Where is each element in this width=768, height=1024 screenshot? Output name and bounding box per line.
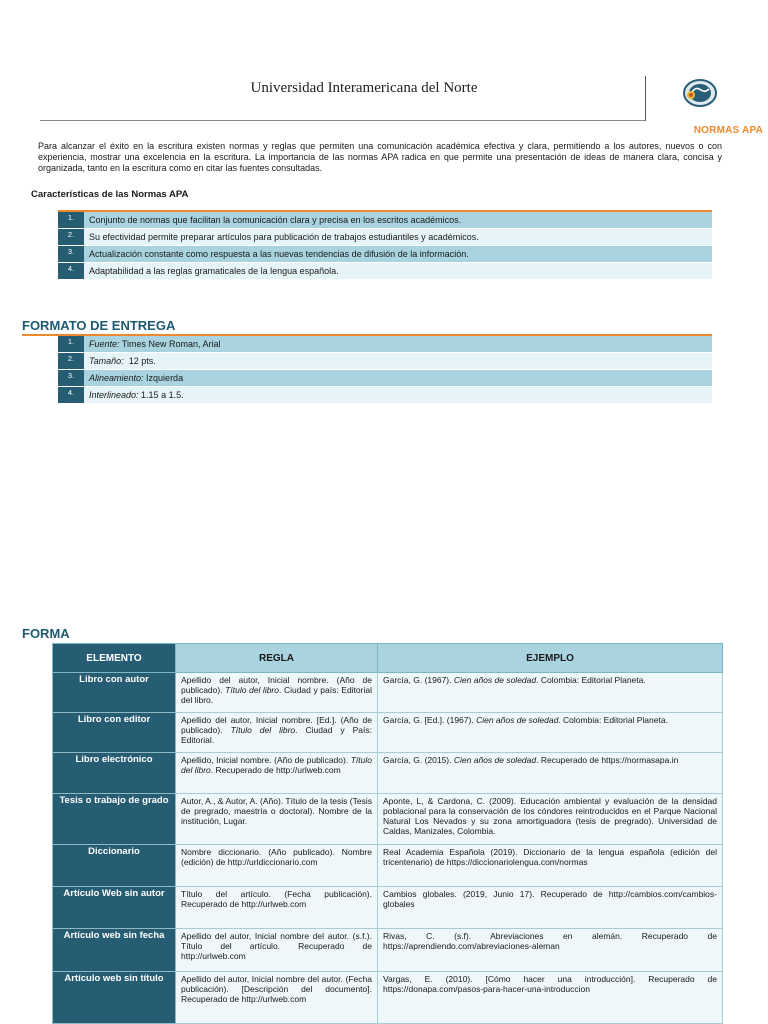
item-number: 4. <box>58 263 84 279</box>
item-text: Actualización constante como respuesta a las nuevas tendencias de difusión de la información. <box>84 246 712 262</box>
list-item <box>58 352 712 369</box>
table-row <box>53 794 723 845</box>
caracteristicas-title: Características de las Normas APA <box>31 189 189 200</box>
item-number: 4. <box>58 387 84 403</box>
list-item <box>58 262 712 279</box>
cell-elemento: Artículo Web sin autor <box>53 887 176 929</box>
cell-ejemplo: García, G. [Ed.]. (1967). Cien años de soledad. Colombia: Editorial Planeta. <box>378 713 723 753</box>
table-row <box>53 673 723 713</box>
table-row <box>53 929 723 972</box>
table-row <box>53 845 723 887</box>
cell-elemento: Artículo web sin título <box>53 972 176 1024</box>
table-row <box>53 972 723 1024</box>
item-value: Izquierda <box>143 373 184 383</box>
item-number: 1. <box>58 212 84 228</box>
cell-ejemplo: García, G. (1967). Cien años de soledad. Colombia: Editorial Planeta. <box>378 673 723 713</box>
list-item <box>58 228 712 245</box>
cell-regla: Apellido del autor, Inicial nombre. (Año de publicado). Título del libro. Ciudad y país: Editorial del libro. <box>176 673 378 713</box>
table-header-row <box>53 644 723 673</box>
cell-elemento: Artículo web sin fecha <box>53 929 176 972</box>
cell-ejemplo: Aponte, L, & Cardona, C. (2009). Educación ambiental y evaluación de la densidad poblacional para la conservación de los cóndores reintroducidos en el Parque Nacional Natural Los Nevados y su zona amortiguadora (tesis de pregrado). Universidad de Caldas, Manizales, Colombia. <box>378 794 723 845</box>
list-item <box>58 245 712 262</box>
item-label: Fuente: <box>89 339 120 349</box>
header-vertical-rule <box>645 76 646 121</box>
cell-ejemplo: Real Academia Española (2019). Diccionario de la lengua española (edición del tricentenario) de https://diccionariolengua.com/normas <box>378 845 723 887</box>
item-number: 2. <box>58 229 84 245</box>
university-title: Universidad Interamericana del Norte <box>250 80 478 96</box>
cell-elemento: Libro electrónico <box>53 753 176 794</box>
formato-list <box>58 336 712 403</box>
item-value: 1.15 a 1.5. <box>138 390 184 400</box>
cell-elemento: Tesis o trabajo de grado <box>53 794 176 845</box>
item-text: Adaptabilidad a las reglas gramaticales de la lengua española. <box>84 263 712 279</box>
item-number: 2. <box>58 353 84 369</box>
item-text: Su efectividad permite preparar artículos para publicación de trabajos estudiantiles y académicos. <box>84 229 712 245</box>
section-tag: NORMAS APA <box>693 125 763 136</box>
cell-regla: Nombre diccionario. (Año publicado). Nombre (edición) de http://urldiccionario.com <box>176 845 378 887</box>
cell-regla: Autor, A., & Autor, A. (Año). Título de la tesis (Tesis de pregrado, maestría o doctoral). Nombre de la institución, Lugar. <box>176 794 378 845</box>
table-row <box>53 887 723 929</box>
list-item <box>58 369 712 386</box>
cell-regla: Apellido, Inicial nombre. (Año de publicado). Título del libro. Recuperado de http://urlweb.com <box>176 753 378 794</box>
item-value: Times New Roman, Arial <box>119 339 221 349</box>
cell-regla: Título del artículo. (Fecha publicación). Recuperado de http://urlweb.com <box>176 887 378 929</box>
item-value: 12 pts. <box>123 356 156 366</box>
intro-paragraph: Para alcanzar el éxito en la escritura existen normas y reglas que permiten una comunicación académica efectiva y clara, permitiendo a los autores, nuevos o con experiencia, mostrar una excelencia en la escritura. La importancia de las normas APA radica en que permite una presentación de ideas de manera clara, concisa y organizada, tanto en la escritura como en citar las fuentes consultadas. <box>38 141 722 173</box>
cell-ejemplo: Vargas, E. (2010). [Cómo hacer una introducción]. Recuperado de https://donapa.com/pasos-para-hacer-una-introduccion <box>378 972 723 1024</box>
caracteristicas-list <box>58 210 712 279</box>
forma-title: FORMA <box>22 626 70 641</box>
formato-title: FORMATO DE ENTREGA <box>22 318 176 333</box>
list-item <box>58 386 712 403</box>
item-label: Interlineado: <box>89 390 139 400</box>
cell-regla: Apellido del autor, Inicial nombre del autor. (Fecha publicación). [Descripción del documento]. Recuperado de http://urlweb.com <box>176 972 378 1024</box>
table-row <box>53 713 723 753</box>
header-rule <box>40 120 645 121</box>
forma-table <box>52 643 723 1024</box>
cell-regla: Apellido del autor, Inicial nombre del autor. (s.f.). Título del artículo. Recuperado de http://urlweb.com <box>176 929 378 972</box>
header-regla: REGLA <box>176 644 378 673</box>
item-number: 3. <box>58 246 84 262</box>
item-label: Tamaño: <box>89 356 124 366</box>
cell-elemento: Libro con editor <box>53 713 176 753</box>
cell-ejemplo: Rivas, C. (s.f). Abreviaciones en alemán. Recuperado de https://aprendiendo.com/abreviaciones-aleman <box>378 929 723 972</box>
cell-elemento: Diccionario <box>53 845 176 887</box>
item-number: 1. <box>58 336 84 352</box>
list-item <box>58 212 712 228</box>
list-item <box>58 336 712 352</box>
header-ejemplo: EJEMPLO <box>378 644 723 673</box>
cell-ejemplo: Cambios globales. (2019, Junio 17). Recuperado de http://cambios.com/cambios-globales <box>378 887 723 929</box>
university-logo-icon <box>682 76 718 110</box>
header-elemento: ELEMENTO <box>53 644 176 673</box>
item-label: Alineamiento: <box>89 373 144 383</box>
cell-ejemplo: García, G. (2015). Cien años de soledad. Recuperado de https://normasapa.in <box>378 753 723 794</box>
item-text: Conjunto de normas que facilitan la comunicación clara y precisa en los escritos académicos. <box>84 212 712 228</box>
table-row <box>53 753 723 794</box>
cell-elemento: Libro con autor <box>53 673 176 713</box>
item-number: 3. <box>58 370 84 386</box>
cell-regla: Apellido del autor, Inicial nombre. [Ed.]. (Año de publicado). Título del libro. Ciudad y País: Editorial. <box>176 713 378 753</box>
